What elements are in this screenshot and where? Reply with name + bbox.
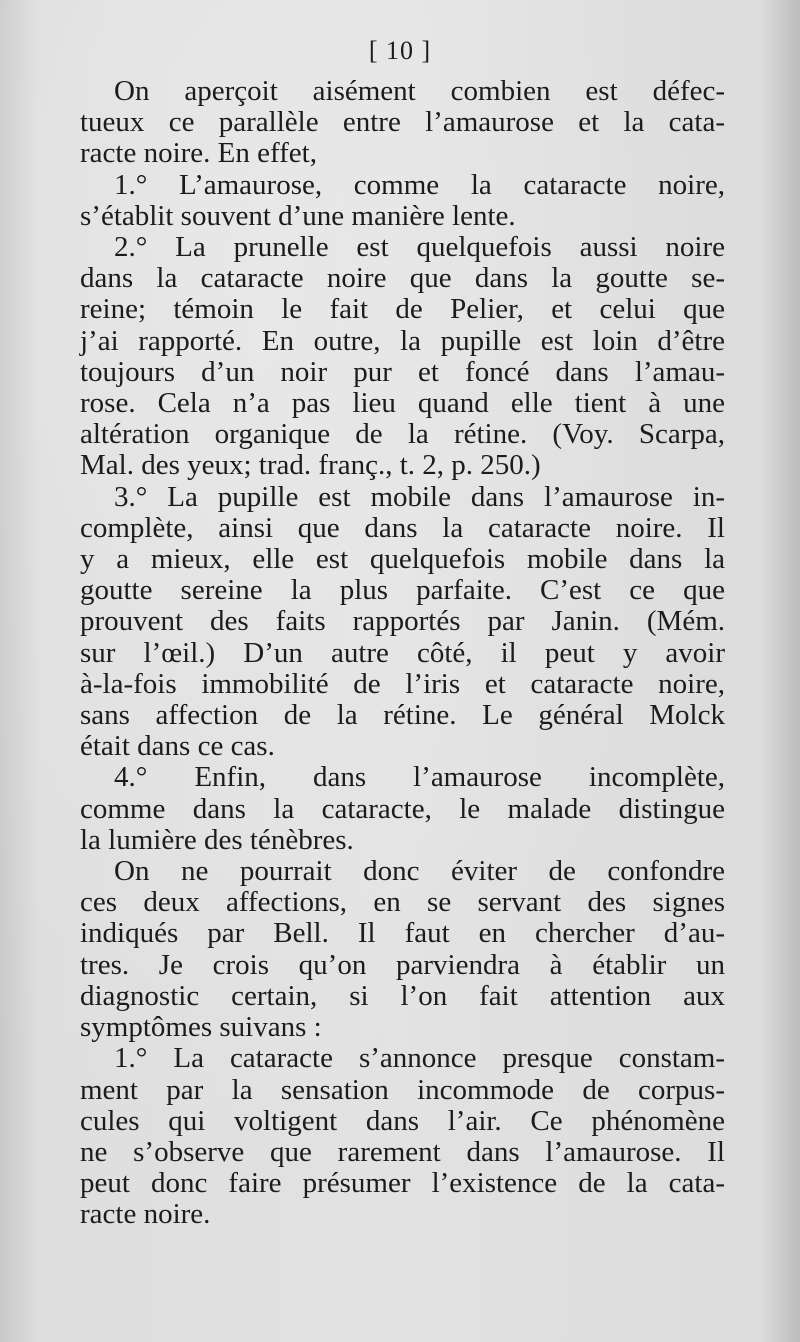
text-line: indiqués par Bell. Il faut en chercher d’au- [80,917,725,950]
text-line: altération organique de la rétine. (Voy. Scarpa, [80,418,725,451]
text-line: 2.° La prunelle est quelquefois aussi noire [114,231,725,264]
text-line: ces deux affections, en se servant des signes [80,886,725,919]
text-line: ment par la sensation incommode de corpus- [80,1073,725,1106]
text-line: goutte sereine la plus parfaite. C’est ce que [80,574,725,607]
text-line: s’établit souvent d’une manière lente. [80,199,516,232]
text-line: Mal. des yeux; trad. franç., t. 2, p. 250.) [80,449,541,482]
text-line: 4.° Enfin, dans l’amaurose incomplète, [114,761,725,794]
text-line: tueux ce parallèle entre l’amaurose et la cata- [80,106,725,139]
text-line: symptômes suivans : [80,1011,322,1044]
text-line: la lumière des ténèbres. [80,823,354,856]
text-line: y a mieux, elle est quelquefois mobile dans la [80,543,725,576]
text-line: sans affection de la rétine. Le général Molck [80,699,725,732]
text-line: diagnostic certain, si l’on fait attention aux [80,979,725,1012]
text-line: peut donc faire présumer l’existence de la cata- [80,1167,725,1200]
text-line: 1.° La cataracte s’annonce presque constam- [114,1042,725,1075]
text-line: à-la-fois immobilité de l’iris et cataracte noire, [80,667,725,700]
text-line: tres. Je crois qu’on parviendra à établir un [80,948,725,981]
text-line: complète, ainsi que dans la cataracte noire. Il [80,511,725,544]
page-number: [ 10 ] [368,36,432,65]
text-line: dans la cataracte noire que dans la goutte se- [80,262,725,295]
text-line: On ne pourrait donc éviter de confondre [114,855,725,888]
body-text [80,76,725,1231]
text-line: 1.° L’amaurose, comme la cataracte noire, [114,168,725,201]
text-line: reine; témoin le fait de Pelier, et celui que [80,293,725,326]
text-line: racte noire. [80,1198,211,1231]
text-line: comme dans la cataracte, le malade distingue [80,792,725,825]
text-line: racte noire. En effet, [80,137,317,170]
text-line: prouvent des faits rapportés par Janin. (Mém. [80,605,725,638]
text-line: sur l’œil.) D’un autre côté, il peut y avoir [80,636,725,669]
text-line: cules qui voltigent dans l’air. Ce phénomène [80,1104,725,1137]
text-line: était dans ce cas. [80,730,275,763]
text-line: rose. Cela n’a pas lieu quand elle tient à une [80,387,725,420]
text-line: On aperçoit aisément combien est défec- [114,75,725,107]
text-line: 3.° La pupille est mobile dans l’amaurose in- [114,480,725,513]
text-line: toujours d’un noir pur et foncé dans l’amau- [80,355,725,388]
text-line: j’ai rapporté. En outre, la pupille est loin d’être [80,324,725,357]
text-line: ne s’observe que rarement dans l’amaurose. Il [80,1135,725,1168]
